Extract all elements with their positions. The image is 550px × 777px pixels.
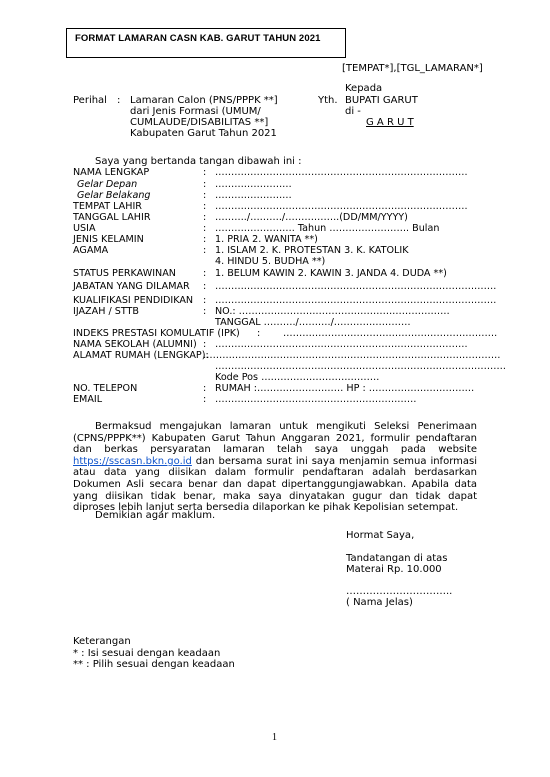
signature-hormat: Hormat Saya, [346,530,415,541]
signature-materai: Materai Rp. 10.000 [346,564,442,575]
label-tempat-lahir: TEMPAT LAHIR [73,201,142,212]
perihal-label: Perihal [73,95,107,106]
colon: : [203,281,207,292]
colon: : [203,306,207,317]
keterangan-note1: * : Isi sesuai dengan keadaan [73,648,221,659]
value-status: 1. BELUM KAWIN 2. KAWIN 3. JANDA 4. DUDA **) [215,268,447,279]
signature-dots: ………………………….. [346,586,453,597]
label-gelar-belakang: Gelar Belakang [77,190,151,201]
label-alamat: ALAMAT RUMAH (LENGKAP): [73,350,209,361]
value-jabatan: ……………………………………………………………………………. [215,281,497,292]
value-ijazah: NO.: ………………………………………………………… [215,306,450,317]
colon: : [203,245,207,256]
value-ipk: …………………………………………………………. [283,328,498,339]
place-date: [TEMPAT*],[TGL_LAMARAN*] [342,63,483,74]
value-nama: ……………………………………………………………………. [215,167,468,178]
closing-text: Demikian agar maklum. [95,510,216,521]
colon: : [257,328,261,339]
label-kualifikasi: KUALIFIKASI PENDIDIKAN [73,295,194,306]
recipient-name: BUPATI GARUT [345,95,418,106]
colon: : [203,190,207,201]
keterangan-title: Keterangan [73,636,131,647]
signature-ttd: Tandatangan di atas [346,553,448,564]
label-nama: NAMA LENGKAP [73,167,150,178]
colon: : [203,201,207,212]
colon: : [203,179,207,190]
label-usia: USIA [73,223,96,234]
colon: : [203,394,207,405]
recipient-di: di - [345,106,361,117]
label-tanggal-lahir: TANGGAL LAHIR [73,212,151,223]
value-gelar-belakang: …………………… [215,190,292,201]
value-gelar-depan: …………………… [215,179,292,190]
value-usia: ……………………. Tahun ……………………. Bulan [215,223,440,234]
colon: : [203,234,207,245]
label-gelar-depan: Gelar Depan [77,179,138,190]
label-telepon: NO. TELEPON [73,383,138,394]
colon: : [203,383,207,394]
colon: : [203,167,207,178]
body-paragraph [73,421,477,514]
value-email: ……………………………………………………… [215,394,417,405]
value-kode-pos: Kode Pos ………………………………. [215,372,380,383]
value-tanggal-lahir: ………./………./……………..(DD/MM/YYYY) [215,212,408,223]
website-link[interactable]: https://sscasn.bkn.go.id [73,455,192,467]
body-part2: dan bersama surat ini saya menjamin semua informasi atau data yang diisikan dalam formulir pendaftaran adalah berdasarkan Dokumen Asli secara benar dan dapat dipertanggungjawabkan. Apabila data yang diisikan tidak benar, maka saya dinyatakan gugur dan tidak dapat diproses lebih lanjut serta bersedia dilaporkan ke pihak Kepolisian setempat. [73,455,477,514]
perihal-line2: dari Jenis Formasi (UMUM/ [130,106,261,117]
keterangan-note2: ** : Pilih sesuai dengan keadaan [73,659,235,670]
recipient-yth: Yth. [318,95,338,106]
label-ipk: INDEKS PRESTASI KOMULATIF (IPK) [73,328,240,339]
perihal-line4: Kabupaten Garut Tahun 2021 [130,128,277,139]
page-number: 1 [272,732,277,743]
value-telepon: RUMAH :……………………… HP : …………………………… [215,383,475,394]
colon: : [203,212,207,223]
value-kualifikasi: ……………………………………………………………………………. [215,295,497,306]
perihal-line3: CUMLAUDE/DISABILITAS **] [130,117,269,128]
perihal-colon: : [117,95,121,106]
label-email: EMAIL [73,394,103,405]
label-sekolah: NAMA SEKOLAH (ALUMNI) [73,339,197,350]
colon: : [203,295,207,306]
title-box [66,28,346,58]
value-agama-2: 4. HINDU 5. BUDHA **) [215,256,326,267]
label-agama: AGAMA [73,245,109,256]
document-title: FORMAT LAMARAN CASN KAB. GARUT TAHUN 2021 [75,33,321,44]
signature-nama-jelas: ( Nama Jelas) [346,597,413,608]
value-ijazah-tanggal: TANGGAL ………./………./…………………… [215,317,411,328]
colon: : [203,268,207,279]
value-jenis-kelamin: 1. PRIA 2. WANITA **) [215,234,318,245]
value-agama: 1. ISLAM 2. K. PROTESTAN 3. K. KATOLIK [215,245,409,256]
intro-text: Saya yang bertanda tangan dibawah ini : [95,156,302,167]
perihal-line1: Lamaran Calon (PNS/PPPK **] [130,95,278,106]
recipient-city: G A R U T [366,117,414,128]
label-jenis-kelamin: JENIS KELAMIN [73,234,144,245]
value-sekolah: ……………………………………………………………………. [215,339,468,350]
label-ijazah: IJAZAH / STTB [73,306,139,317]
value-alamat-2: ………………………………………………………………………………. [215,361,506,372]
body-part1: Bermaksud mengajukan lamaran untuk mengikuti Seleksi Penerimaan (CPNS/PPPK**) Kabupaten Garut Tahun Anggaran 2021, formulir pendaftaran dan berkas persyaratan lamaran telah saya unggah pada website [73,421,477,456]
label-jabatan: JABATAN YANG DILAMAR [73,281,190,292]
colon: : [203,223,207,234]
colon: : [203,339,207,350]
value-tempat-lahir: ……………………………………………………………………. [215,201,468,212]
recipient-kepada: Kepada [345,83,383,94]
value-alamat: ………………………………………………………………………………… [203,350,501,361]
label-status: STATUS PERKAWINAN [73,268,176,279]
